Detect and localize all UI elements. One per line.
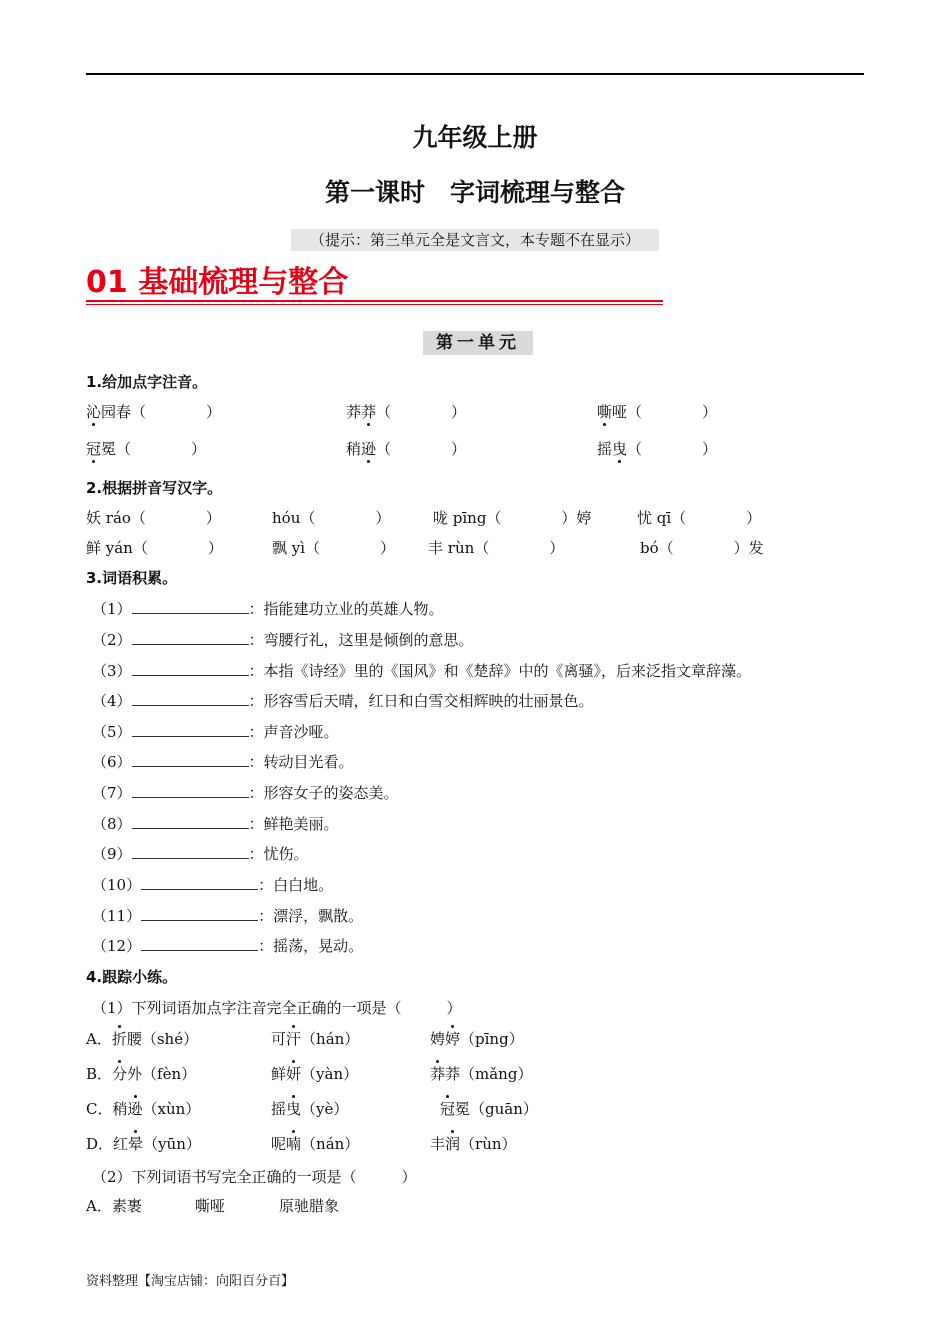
option-a2-word: 嘶哑: [195, 1197, 226, 1215]
option-d[interactable]: D．红晕（yūn）: [86, 1135, 201, 1153]
vocab-item: （1） ：指能建功立业的英雄人物。: [92, 600, 444, 618]
q2-item: 咙 pīng（ ）婷: [433, 509, 592, 527]
answer-blank[interactable]: [132, 693, 249, 706]
q1-item: 莽莽（ ）: [346, 403, 467, 421]
q1-title: 1.给加点字注音。: [86, 373, 208, 391]
vocab-item: （2） ：弯腰行礼，这里是倾倒的意思。: [92, 631, 474, 649]
q2-item: 妖 ráo（ ）: [86, 509, 221, 527]
option-c-word: 冠冕（guān）: [440, 1100, 538, 1118]
q2-item: hóu（ ）: [272, 509, 391, 527]
option-d-word: 丰润（rùn）: [430, 1135, 517, 1153]
footer-note: 资料整理【淘宝店铺：向阳百分百】: [86, 1274, 295, 1289]
vocab-item: （11） ：漂浮，飘散。: [92, 907, 364, 925]
q2-item: 鲜 yán（ ）: [86, 539, 223, 557]
q1-item: 稍逊（ ）: [346, 440, 467, 458]
vocab-item: （7） ：形容女子的姿态美。: [92, 784, 399, 802]
answer-blank[interactable]: [132, 846, 249, 859]
answer-blank[interactable]: [141, 938, 258, 951]
answer-blank[interactable]: [132, 632, 249, 645]
section-heading: 01 基础梳理与整合: [86, 265, 349, 300]
option-c[interactable]: C．稍逊（xùn）: [86, 1100, 201, 1118]
answer-blank[interactable]: [132, 816, 249, 829]
option-b[interactable]: B．分外（fèn）: [86, 1065, 197, 1083]
option-b-word: 鲜妍（yàn）: [271, 1065, 359, 1083]
q4-sub1: （1）下列词语加点字注音完全正确的一项是（ ）: [92, 999, 462, 1017]
answer-blank[interactable]: [132, 663, 249, 676]
page-subtitle: 第一课时 字词梳理与整合: [324, 178, 625, 207]
vocab-item: （9） ：忧伤。: [92, 845, 309, 863]
q1-item: 冠冕（ ）: [86, 440, 207, 458]
q2-item: 丰 rùn（ ）: [428, 539, 565, 557]
q2-item: 忧 qī（ ）: [637, 509, 762, 527]
vocab-item: （8） ：鲜艳美丽。: [92, 815, 339, 833]
vocab-item: （6） ：转动目光看。: [92, 753, 354, 771]
vocab-item: （10） ：白白地。: [92, 876, 334, 894]
section-rule: [86, 300, 663, 302]
option-c-word: 摇曳（yè）: [271, 1100, 349, 1118]
answer-blank[interactable]: [132, 601, 249, 614]
unit-label: 第一单元: [423, 331, 533, 355]
answer-blank[interactable]: [132, 724, 249, 737]
option-a-word: 娉婷（pīng）: [430, 1030, 524, 1048]
q2-item: bó（ ）发: [640, 539, 764, 557]
vocab-item: （3） ：本指《诗经》里的《国风》和《楚辞》中的《离骚》，后来泛指文章辞藻。: [92, 662, 752, 680]
hint-note: （提示：第三单元全是文言文，本专题不在显示）: [291, 229, 659, 251]
option-a-word: 可汗（hán）: [271, 1030, 360, 1048]
section-rule-thin: [86, 304, 663, 305]
option-a2[interactable]: A．素裹: [86, 1197, 142, 1215]
answer-blank[interactable]: [141, 877, 258, 890]
top-rule: [86, 73, 864, 75]
q2-item: 飘 yì（ ）: [272, 539, 396, 557]
vocab-item: （4） ：形容雪后天晴，红日和白雪交相辉映的壮丽景色。: [92, 692, 594, 710]
option-a2-word: 原驰腊象: [279, 1197, 340, 1215]
vocab-item: （5） ：声音沙哑。: [92, 723, 339, 741]
q1-item: 沁园春（ ）: [86, 403, 222, 421]
q3-title: 3.词语积累。: [86, 569, 178, 587]
answer-blank[interactable]: [132, 754, 249, 767]
answer-blank[interactable]: [141, 908, 258, 921]
q2-title: 2.根据拼音写汉字。: [86, 479, 223, 497]
vocab-item: （12） ：摇荡，晃动。: [92, 937, 364, 955]
q4-title: 4.跟踪小练。: [86, 968, 178, 986]
answer-blank[interactable]: [132, 785, 249, 798]
q1-item: 嘶哑（ ）: [597, 403, 718, 421]
q4-sub2: （2）下列词语书写完全正确的一项是（ ）: [92, 1168, 417, 1186]
option-a[interactable]: A．折腰（shé）: [86, 1030, 199, 1048]
page-title: 九年级上册: [412, 123, 538, 152]
q1-item: 摇曳（ ）: [597, 440, 718, 458]
option-b-word: 莽莽（mǎng）: [430, 1065, 533, 1083]
option-d-word: 呢喃（nán）: [271, 1135, 360, 1153]
